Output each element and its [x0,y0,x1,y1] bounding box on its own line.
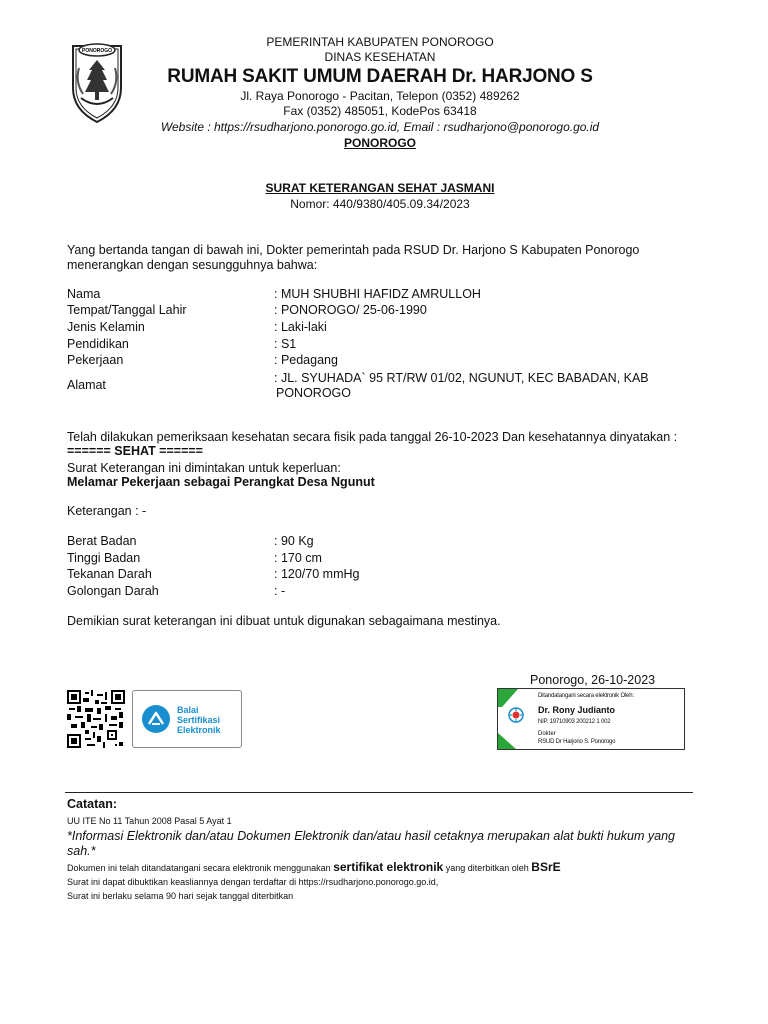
notes-divider [65,792,693,793]
notes-validity: Surat ini berlaku selama 90 hari sejak tanggal diterbitkan [67,891,294,901]
health-status: ====== SEHAT ====== [67,444,203,458]
signature-nip: NIP. 19710903 200212 1 002 [538,719,611,725]
measure-label: Tekanan Darah [67,567,152,581]
notes-signed-cert: sertifikat elektronik [333,860,444,874]
identity-label: Pekerjaan [67,353,124,367]
measure-value: : - [274,584,286,598]
measure-value: : 170 cm [274,551,322,565]
notes-heading: Catatan: [67,797,118,811]
identity-value-line-1: : JL. SYUHADA` 95 RT/RW 01/02, NGUNUT, KEC BABADAN, KAB [274,371,649,385]
bsre-text-3: Elektronik [177,725,221,735]
remarks: Keterangan : - [67,504,147,518]
measure-label: Tinggi Badan [67,551,141,565]
bsre-emblem-icon [141,704,171,734]
measure-label: Berat Badan [67,534,137,548]
purpose-text: Melamar Pekerjaan sebagai Perangkat Desa Ngunut [67,475,375,489]
exam-statement: Telah dilakukan pemeriksaan kesehatan secara fisik pada tanggal 26-10-2023 Dan kesehatannya dinyatakan : [67,430,678,444]
identity-value: : MUH SHUBHI HAFIDZ AMRULLOH [274,287,481,301]
identity-value: : S1 [274,337,297,351]
identity-label: Jenis Kelamin [67,320,145,334]
identity-label: Tempat/Tanggal Lahir [67,303,187,317]
qr-code[interactable] [67,690,125,748]
header-department: DINAS KESEHATAN [324,50,436,64]
signature-signed-by: Ditandatangani secara elektronik Oleh: [538,693,634,699]
header-address: Jl. Raya Ponorogo - Pacitan, Telepon (0352) 489262 [240,89,520,103]
identity-label: Pendidikan [67,337,129,351]
bsre-text-1: Balai [177,705,199,715]
identity-value-line-2: PONOROGO [276,386,352,400]
notes-signed-statement [67,860,561,874]
bsre-logo [132,690,242,748]
notes-signed-bsre: BSrE [531,860,561,874]
identity-value: : Pedagang [274,353,338,367]
notes-law: UU ITE No 11 Tahun 2008 Pasal 5 Ayat 1 [67,816,232,826]
identity-label: Nama [67,287,101,301]
identity-value: : PONOROGO/ 25-06-1990 [274,303,427,317]
identity-value: : Laki-laki [274,320,327,334]
intro-line-2: menerangkan dengan sesungguhnya bahwa: [67,258,318,272]
identity-row-address [67,370,667,402]
signature-box [497,688,685,750]
letter-title: SURAT KETERANGAN SEHAT JASMANI [265,181,495,195]
header-fax: Fax (0352) 485051, KodePos 63418 [283,104,477,118]
bsre-text-2: Sertifikasi [177,715,221,725]
header-government: PEMERINTAH KABUPATEN PONOROGO [266,35,494,49]
signature-institution: RSUD Dr Harjono S. Ponorogo [538,739,616,745]
letter-number: Nomor: 440/9380/405.09.34/2023 [290,197,470,211]
purpose-intro: Surat Keterangan ini dimintakan untuk keperluan: [67,461,341,475]
hospital-name: RUMAH SAKIT UMUM DAERAH Dr. HARJONO S [167,66,593,87]
place-date: Ponorogo, 26-10-2023 [530,673,656,687]
signature-name: Dr. Rony Judianto [538,705,616,715]
measure-label: Golongan Darah [67,584,159,598]
identity-label: Alamat [67,378,106,392]
header-city: PONOROGO [343,136,416,150]
notes-quote-line-1: *Informasi Elektronik dan/atau Dokumen Elektronik dan/atau hasil cetaknya merupakan alat bukti hukum yang [67,829,675,843]
measure-value: : 90 Kg [274,534,314,548]
measure-value: : 120/70 mmHg [274,567,360,581]
notes-signed-pre: Dokumen ini telah ditandatangani secara elektronik menggunakan [67,863,334,873]
notes-verify: Surat ini dapat dibuktikan keasliannya dengan terdaftar di https://rsudharjono.ponorogo.go.id, [67,877,439,887]
signature-seal-icon [508,707,524,723]
intro-line-1: Yang bertanda tangan di bawah ini, Dokter pemerintah pada RSUD Dr. Harjono S Kabupaten Ponorogo [67,243,640,257]
header-website: Website : https://rsudharjono.ponorogo.go.id, Email : rsudharjono@ponorogo.go.id [160,120,600,134]
signature-role: Dokter [538,731,556,737]
notes-signed-mid: yang diterbitkan oleh [443,863,532,873]
svg-text:PONOROGO: PONOROGO [81,48,113,54]
closing-statement: Demikian surat keterangan ini dibuat untuk digunakan sebagaimana mestinya. [67,614,501,628]
notes-quote-line-2: sah.* [67,844,96,858]
